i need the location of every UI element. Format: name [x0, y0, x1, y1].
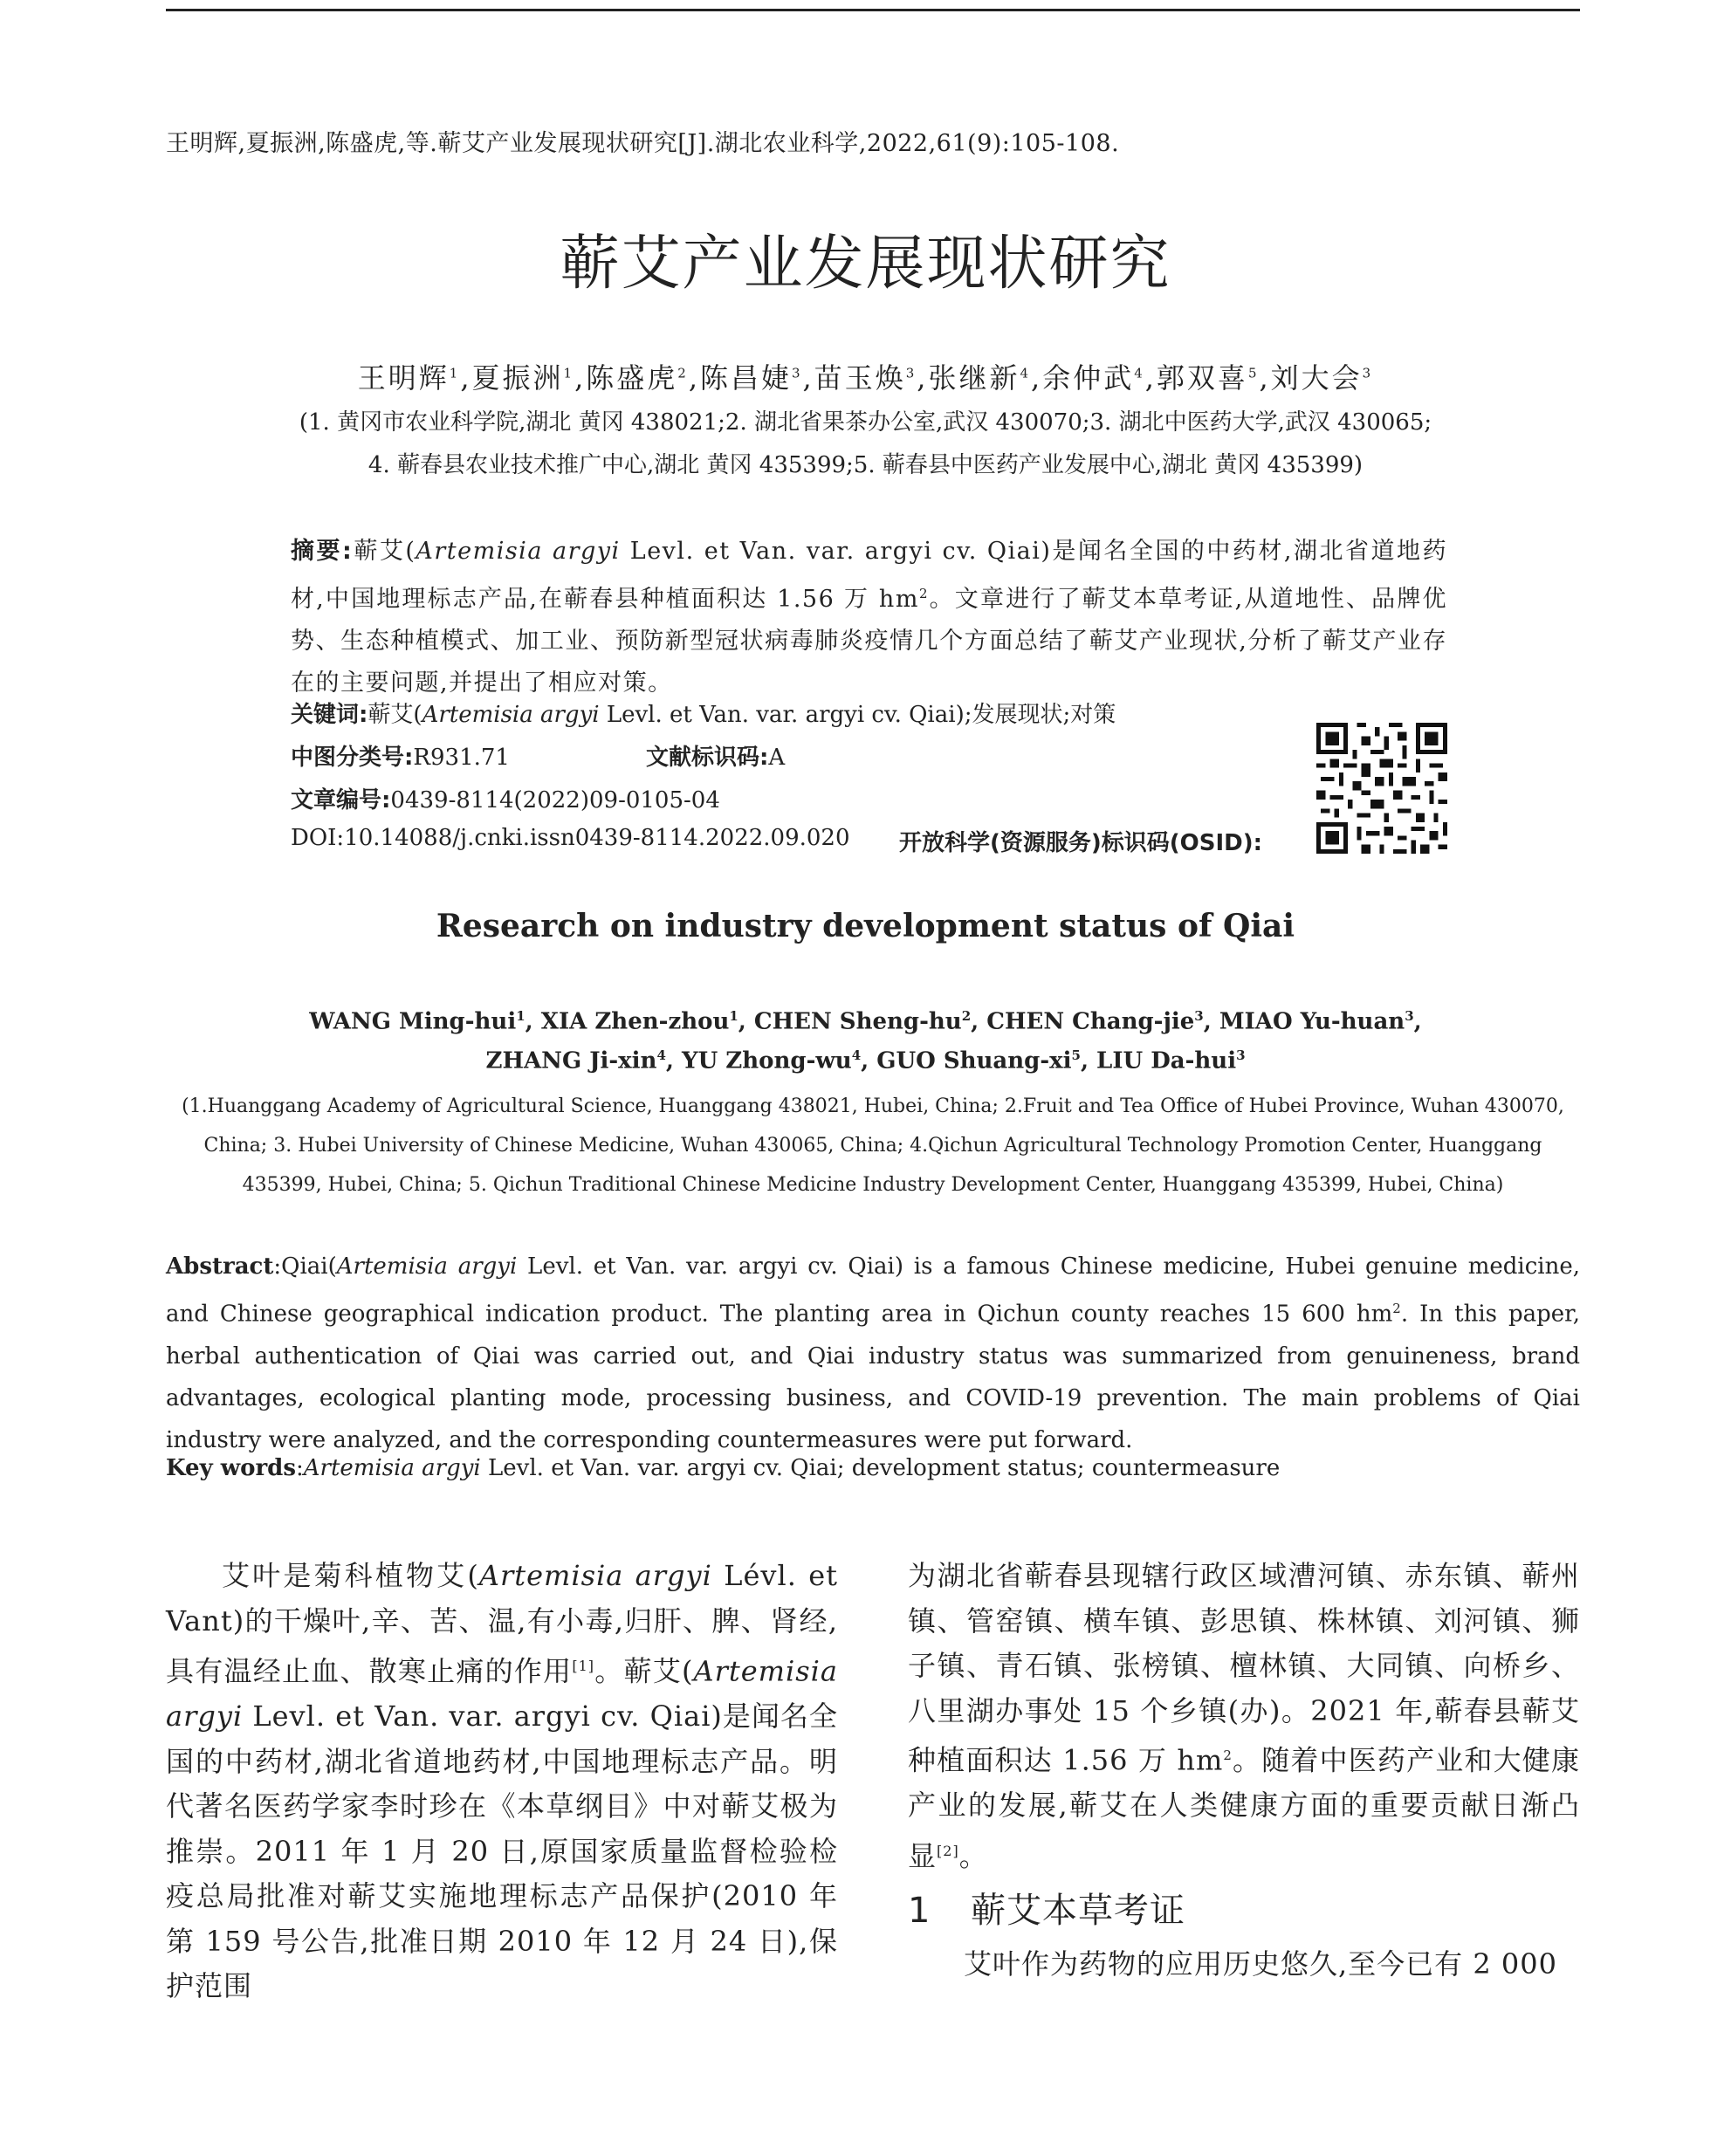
author-name: YU Zhong-wu: [682, 1047, 852, 1075]
keywords-cn-label: 关键词:: [291, 702, 368, 728]
abstract-cn-text: 。文章进行了蕲艾本草考证,从道地性、品牌优势、生态种植模式、加工业、预防新型冠状病毒肺炎疫情几个方面总结了蕲艾产业现状,分析了蕲艾产业存在的主要问题,并提出了相应对策。: [291, 586, 1447, 697]
author-name: ZHANG Ji-xin: [485, 1047, 657, 1075]
author-affiliation-number: 4: [656, 1047, 666, 1063]
keywords-cn-text: Levl. et Van. var. argyi cv. Qiai);发展现状;对策: [599, 702, 1116, 728]
abstract-cn-label: 摘要:: [291, 538, 354, 565]
body-text: 为湖北省蕲春县现辖行政区域漕河镇、赤东镇、蕲州镇、管窑镇、横车镇、彭思镇、株林镇、刘河镇、狮子镇、青石镇、张榜镇、檀林镇、大同镇、向桥乡、八里湖办事处 15 个乡镇(办)。2021 年,蕲春县蕲艾种植面积达 1.56 万 hm: [908, 1559, 1580, 1777]
document-code-value: A: [768, 745, 786, 771]
author-affiliation-number: 4: [1020, 365, 1032, 381]
body-text: 。: [958, 1839, 988, 1873]
author-affiliation-number: 5: [1071, 1047, 1081, 1063]
author-affiliation-number: 4: [1134, 365, 1145, 381]
body-text: 。蕲艾(: [594, 1654, 694, 1688]
author-name: 郭双喜: [1156, 361, 1248, 395]
author-affiliation-number: 5: [1247, 365, 1260, 381]
abstract-en-sup: 2: [1392, 1301, 1401, 1316]
section-title: 蕲艾本草考证: [971, 1890, 1185, 1931]
abstract-en-text: . In this paper, herbal authentication of Qiai was carried out, and Qiai industry status was summarized from genuineness, brand advantages, ecological planting mode, processing business, and COVID-19 prevention. The main problems of Qiai industry were analyzed, and the corresponding countermeasures were put forward.: [166, 1301, 1581, 1453]
osid-label: 开放科学(资源服务)标识码(OSID):: [899, 830, 1263, 856]
body-text: 艾叶作为药物的应用历史悠久,至今已有 2 000: [964, 1947, 1557, 1981]
author-affiliation-number: 4: [851, 1047, 862, 1063]
citation-line: 王明辉,夏振洲,陈盛虎,等.蕲艾产业发展现状研究[J].湖北农业科学,2022,61(9):105-108.: [166, 130, 1120, 157]
author-affiliation-number: 3: [1236, 1047, 1246, 1063]
keywords-en-sep: :: [295, 1455, 304, 1481]
body-column-left: [166, 1554, 838, 2009]
clc-label: 中图分类号:: [291, 745, 414, 771]
author-name: 夏振洲: [471, 361, 564, 395]
author-affiliation-number: 1: [563, 365, 575, 381]
author-name: 王明辉: [357, 361, 450, 395]
body-text: 艾叶是菊科植物艾(: [222, 1559, 479, 1592]
authors-en-line1: WANG Ming-hui$^1$, XIA Zhen-zhou$^1$, CHEN Sheng-$hu^2$, CHEN Chang-jie$^3$, MIAO Yu-huan$^3$,: [309, 1008, 1422, 1035]
keywords-cn-latin: Artemisia argyi: [422, 702, 600, 728]
keywords-en-latin: Artemisia argyi: [303, 1455, 481, 1481]
author-affiliation-number: 3: [792, 365, 803, 381]
authors-en-line2: ZHANG Ji-xin$^4$, YU Zhong-$wu^4$, GUO Shuang-$xi^5$, LIU Da-hui$^3$: [485, 1047, 1246, 1075]
author-affiliation-number: 1: [516, 1008, 525, 1024]
author-affiliation-number: 3: [905, 365, 917, 381]
abstract-cn-latin: Artemisia argyi: [416, 538, 621, 565]
abstract-en-text: :Qiai(: [273, 1253, 337, 1280]
author-affiliation-number: 3: [1194, 1008, 1204, 1024]
author-affiliation-number: 3: [1405, 1008, 1414, 1024]
body-column-right: [908, 1554, 1580, 1987]
abstract-en-text: Levl. et Van. var. argyi cv. Qiai) is a famous Chinese medicine, Hubei genuine medicine, and Chinese geographical indication product. The planting area in Qichun county reaches 15 600 hm: [166, 1253, 1580, 1328]
keywords-en: [166, 1455, 1280, 1481]
author-name: LIU Da-hui: [1096, 1047, 1237, 1075]
author-name: GUO Shuang-xi: [876, 1047, 1072, 1075]
abstract-cn: [291, 531, 1447, 704]
abstract-en-latin: Artemisia argyi: [336, 1253, 518, 1280]
clc-number: [291, 739, 510, 772]
citation-ref[interactable]: [2]: [937, 1842, 959, 1859]
keywords-en-text: Levl. et Van. var. argyi cv. Qiai; development status; countermeasure: [480, 1455, 1281, 1481]
author-name: 余仲武: [1042, 361, 1135, 395]
author-name: 刘大会: [1270, 361, 1363, 395]
section-heading: [908, 1883, 1580, 1939]
body-text: 。随着中医药产业和大健康产业的发展,蕲艾在人类健康方面的重要贡献日渐凸显: [908, 1743, 1580, 1873]
author-name: 陈昌婕: [699, 361, 792, 395]
english-title: Research on industry development status of Qiai: [436, 908, 1295, 944]
header-rule: [166, 9, 1580, 11]
keywords-cn-text: 蕲艾(: [367, 702, 422, 728]
author-affiliation-number: 1: [449, 365, 461, 381]
author-name: 苗玉焕: [814, 361, 906, 395]
body-latin: Artemisia argyi: [166, 1654, 838, 1734]
body-sup: 2: [1223, 1747, 1233, 1763]
affiliations-en: (1.Huanggang Academy of Agricultural Science, Huanggang 438021, Hubei, China; 2.Fruit and Tea Office of Hubei Province, Wuhan 430070, China; 3. Hubei University of Chinese Medicine, Wuhan 430065, China; 4.Qichun Agricultural Technology Promotion Center, Huanggang 435399, Hubei, China; 5. Qichun Traditional Chinese Medicine Industry Development Center, Huanggang 435399, Hubei, China): [182, 1095, 1564, 1196]
abstract-cn-text: 蕲艾(: [353, 538, 416, 565]
doi: DOI:10.14088/j.cnki.issn0439-8114.2022.09.020: [291, 825, 850, 851]
article-number-value: 0439-8114(2022)09-0105-04: [390, 787, 720, 814]
article-number-label: 文章编号:: [291, 787, 391, 814]
citation-ref[interactable]: [1]: [572, 1658, 595, 1674]
author-name: CHEN Chang-jie: [986, 1008, 1195, 1035]
document-code: [646, 739, 785, 772]
author-name: WANG Ming-hui: [309, 1008, 517, 1035]
keywords-en-label: Key words: [166, 1455, 296, 1481]
section-number: 1: [908, 1890, 931, 1931]
page-title: 蕲艾产业发展现状研究: [560, 230, 1171, 299]
author-name: 张继新: [928, 361, 1020, 395]
author-affiliation-number: 3: [1362, 365, 1374, 381]
abstract-cn-text: Levl. et Van. var. argyi cv. Qiai)是闻名全国的中药材,湖北省道地药材,中国地理标志产品,在蕲春县种植面积达 1.56 万 hm: [291, 538, 1447, 613]
qr-code-icon[interactable]: [1316, 723, 1447, 854]
abstract-en: [166, 1246, 1580, 1461]
author-name: CHEN Sheng-hu: [753, 1008, 962, 1035]
affiliations-cn-line2: 4. 蕲春县农业技术推广中心,湖北 黄冈 435399;5. 蕲春县中医药产业发展中心,湖北 黄冈 435399): [367, 452, 1364, 478]
author-name: MIAO Yu-huan: [1219, 1008, 1405, 1035]
author-name: XIA Zhen-zhou: [540, 1008, 730, 1035]
affiliations-cn-line1: (1. 黄冈市农业科学院,湖北 黄冈 438021;2. 湖北省果茶办公室,武汉 430070;3. 湖北中医药大学,武汉 430065;: [299, 409, 1432, 436]
author-affiliation-number: 2: [961, 1008, 972, 1024]
article-number: [291, 782, 720, 814]
paragraph: [908, 1942, 1580, 1988]
author-affiliation-number: 1: [729, 1008, 738, 1024]
paragraph: [908, 1554, 1580, 1879]
authors-cn: 王明辉$^1$,夏振洲$^1$,陈盛虎$^2$,陈昌婕$^3$,苗玉焕$^3$,张继新$^4$,余仲武$^4$,郭双喜$^5$,刘大会$^3$: [357, 361, 1374, 395]
document-code-label: 文献标识码:: [646, 745, 769, 771]
author-affiliation-number: 2: [677, 365, 689, 381]
abstract-en-label: Abstract: [166, 1253, 274, 1280]
keywords-cn: [291, 697, 1116, 729]
abstract-cn-sup: 2: [918, 586, 929, 601]
body-text: Levl. et Van. var. argyi cv. Qiai)是闻名全国的中药材,湖北省道地药材,中国地理标志产品。明代著名医药学家李时珍在《本草纲目》中对蕲艾极为推崇。2011 年 1 月 20 日,原国家质量监督检验检疫总局批准对蕲艾实施地理标志产品保护(2010 年第 159 号公告,批准日期 2010 年 12 月 24 日),保护范围: [166, 1699, 838, 2003]
body-latin: Artemisia argyi: [478, 1559, 712, 1592]
clc-value: R931.71: [413, 745, 510, 771]
author-name: 陈盛虎: [586, 361, 678, 395]
paragraph: [166, 1554, 838, 2009]
body-text: Lévl. et Vant)的干燥叶,辛、苦、温,有小毒,归肝、脾、肾经,具有温经止血、散寒止痛的作用: [166, 1559, 839, 1688]
